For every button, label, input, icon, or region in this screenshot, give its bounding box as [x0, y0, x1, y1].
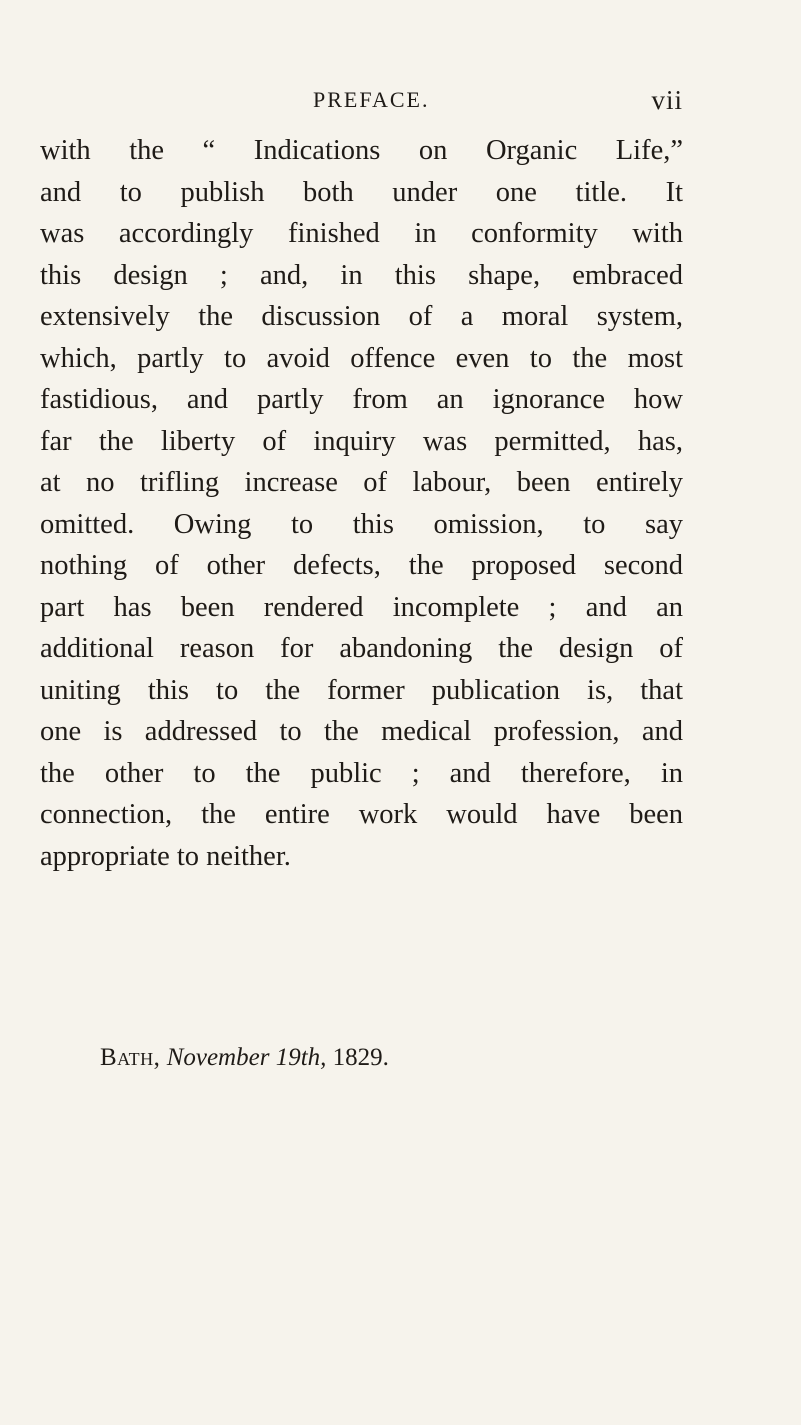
text-line: uniting this to the former publication is, that — [40, 674, 683, 706]
text-line: one is addressed to the medical profession, and — [40, 716, 683, 747]
text-line-last: appropriate to neither. — [40, 840, 291, 872]
signoff-year: 1829. — [332, 1044, 389, 1071]
text-line: nothing of other defects, the proposed second — [40, 550, 683, 581]
page-number: vii — [651, 85, 683, 115]
text-line: connection, the entire work would have been — [40, 799, 683, 830]
text-line: extensively the discussion of a moral system, — [40, 301, 683, 332]
text-line: with the “ Indications on Organic Life,” — [40, 135, 683, 166]
signoff-month: November — [166, 1044, 270, 1071]
signoff-place: Bath, — [100, 1044, 161, 1071]
text-line: which, partly to avoid offence even to the most — [40, 342, 683, 374]
text-line: this design ; and, in this shape, embraced — [40, 259, 683, 291]
running-title: PREFACE. — [313, 87, 430, 112]
signoff — [100, 1040, 389, 1076]
text-line: the other to the public ; and therefore, in — [40, 757, 683, 789]
text-line: far the liberty of inquiry was permitted, has, — [40, 425, 683, 457]
text-line: fastidious, and partly from an ignorance how — [40, 384, 683, 415]
text-line: and to publish both under one title. It — [40, 176, 683, 208]
text-line: additional reason for abandoning the design of — [40, 633, 683, 664]
body-text — [40, 130, 683, 877]
text-line: omitted. Owing to this omission, to say — [40, 508, 683, 540]
text-line: at no trifling increase of labour, been entirely — [40, 467, 683, 498]
text-line: part has been rendered incomplete ; and an — [40, 591, 683, 623]
text-line: was accordingly finished in conformity with — [40, 218, 683, 249]
running-head — [40, 80, 683, 120]
signoff-day: 19th, — [275, 1044, 327, 1071]
